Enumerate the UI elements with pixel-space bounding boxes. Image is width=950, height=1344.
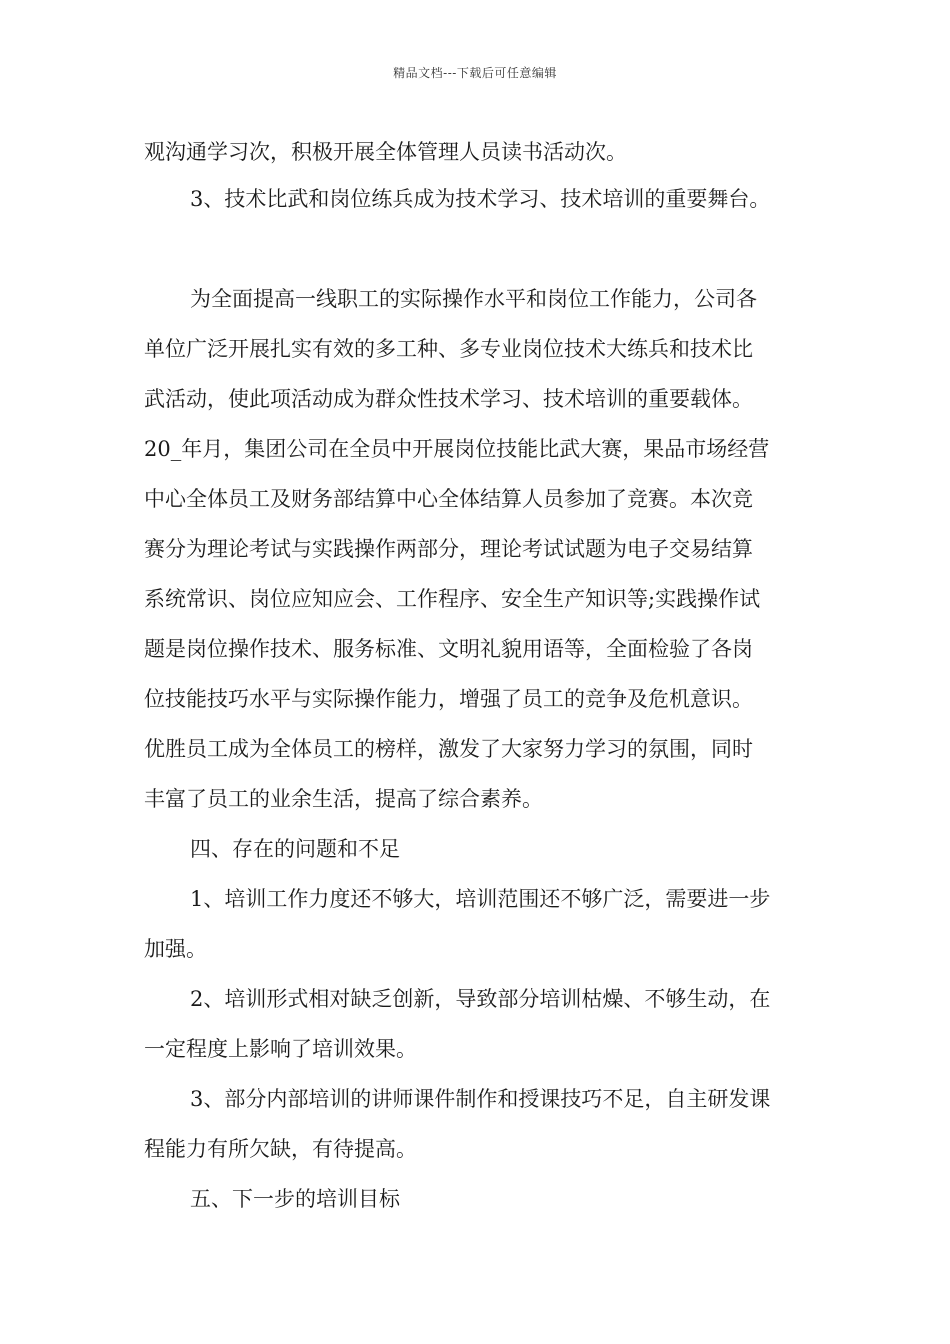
text-line: 2、培训形式相对缺乏创新，导致部分培训枯燥、不够生动，在	[190, 987, 771, 1011]
text-line: 武活动，使此项活动成为群众性技术学习、技术培训的重要载体。	[144, 387, 753, 411]
page-header: 精品文档---下载后可任意编辑	[393, 66, 557, 80]
text-line: 观沟通学习次，积极开展全体管理人员读书活动次。	[144, 140, 627, 164]
text-line: 中心全体员工及财务部结算中心全体结算人员参加了竞赛。本次竞	[144, 487, 753, 511]
text-line: 赛分为理论考试与实践操作两部分，理论考试试题为电子交易结算	[144, 537, 753, 561]
text-line: 1、培训工作力度还不够大，培训范围还不够广泛，需要进一步	[190, 887, 771, 911]
text-line: 3、部分内部培训的讲师课件制作和授课技巧不足，自主研发课	[190, 1087, 771, 1111]
text-line: 为全面提高一线职工的实际操作水平和岗位工作能力，公司各	[190, 287, 757, 311]
text-line: 程能力有所欠缺，有待提高。	[144, 1137, 417, 1161]
text-line: 3、技术比武和岗位练兵成为技术学习、技术培训的重要舞台。	[190, 187, 771, 211]
text-line: 系统常识、岗位应知应会、工作程序、安全生产知识等;实践操作试	[144, 587, 761, 611]
text-line: 一定程度上影响了培训效果。	[144, 1037, 417, 1061]
text-line: 20_年月，集团公司在全员中开展岗位技能比武大赛，果品市场经营	[144, 437, 770, 461]
section-heading: 四、存在的问题和不足	[190, 837, 400, 861]
text-line: 优胜员工成为全体员工的榜样，激发了大家努力学习的氛围，同时	[144, 737, 753, 761]
text-line: 加强。	[144, 937, 207, 961]
section-heading: 五、下一步的培训目标	[190, 1187, 400, 1211]
text-line: 题是岗位操作技术、服务标准、文明礼貌用语等，全面检验了各岗	[144, 637, 753, 661]
text-line: 单位广泛开展扎实有效的多工种、多专业岗位技术大练兵和技术比	[144, 337, 753, 361]
text-line: 丰富了员工的业余生活，提高了综合素养。	[144, 787, 543, 811]
text-line: 位技能技巧水平与实际操作能力，增强了员工的竞争及危机意识。	[144, 687, 753, 711]
